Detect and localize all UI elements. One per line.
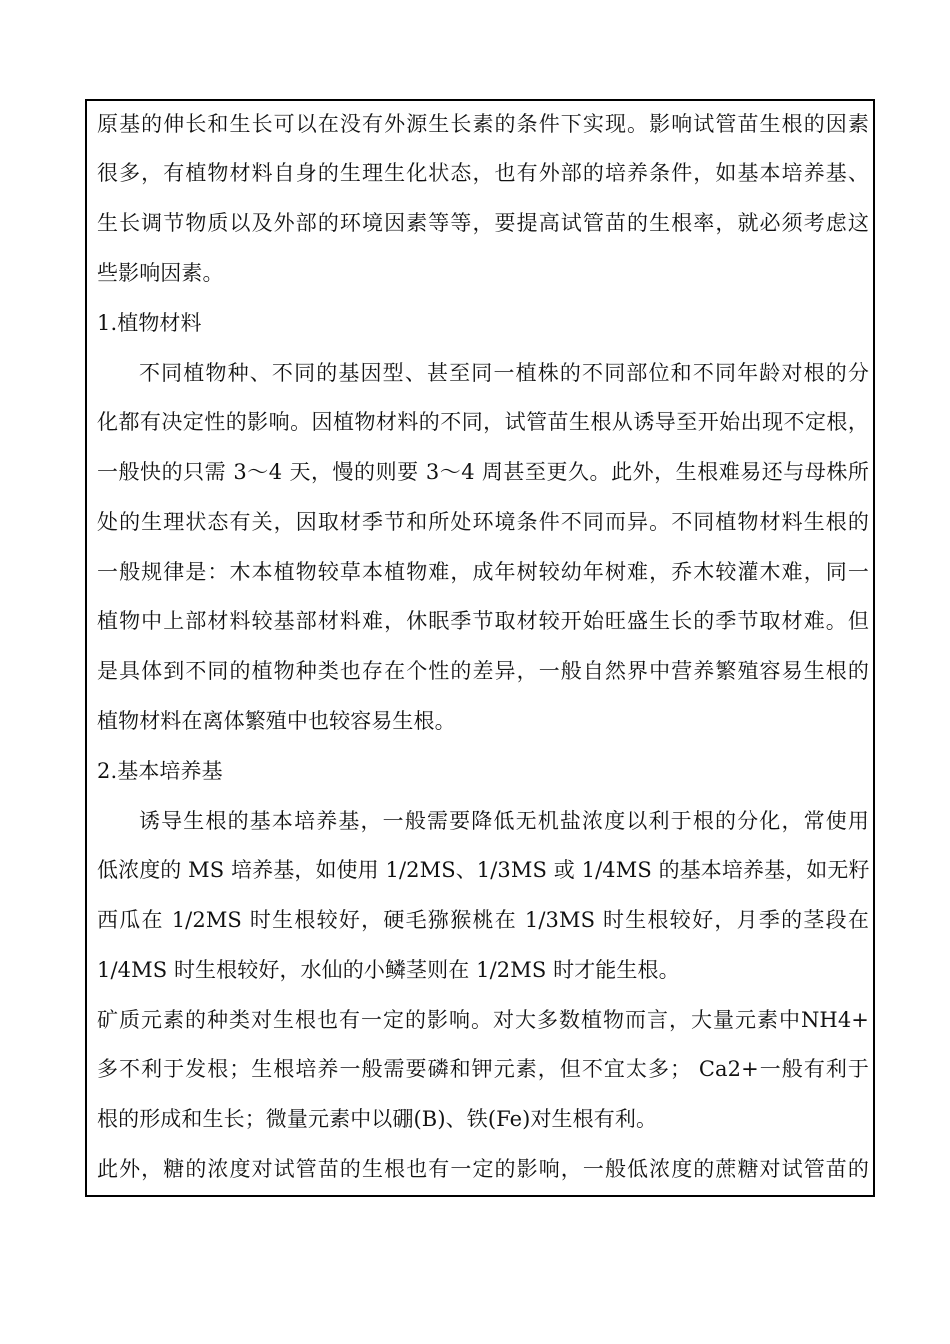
text-line: 是具体到不同的植物种类也存在个性的差异，一般自然界中营养繁殖容易生根的 [97,659,869,683]
text-line: 此外，糖的浓度对试管苗的生根也有一定的影响，一般低浓度的蔗糖对试管苗的 [97,1157,869,1181]
text-line: 处的生理状态有关，因取材季节和所处环境条件不同而异。不同植物材料生根的 [97,510,869,534]
text-line: 植物材料在离体繁殖中也较容易生根。 [97,709,456,733]
text-line: 低浓度的 MS 培养基，如使用 1/2MS、1/3MS 或 1/4MS 的基本培养基，如无籽 [97,858,870,882]
text-line: 些影响因素。 [97,261,224,285]
text-line: 诱导生根的基本培养基，一般需要降低无机盐浓度以利于根的分化，常使用 [139,809,869,833]
text-line: 不同植物种、不同的基因型、甚至同一植株的不同部位和不同年龄对根的分 [139,361,869,385]
text-line: 化都有决定性的影响。因植物材料的不同，试管苗生根从诱导至开始出现不定根， [97,410,869,434]
text-line: 根的形成和生长；微量元素中以硼(B)、铁(Fe)对生根有利。 [97,1107,658,1131]
text-line: 多不利于发根；生根培养一般需要磷和钾元素，但不宜太多； Ca2+一般有利于 [97,1057,869,1081]
text-line: 西瓜在 1/2MS 时生根较好，硬毛猕猴桃在 1/3MS 时生根较好，月季的茎段在 [97,908,869,932]
text-line: 原基的伸长和生长可以在没有外源生长素的条件下实现。影响试管苗生根的因素 [97,112,869,136]
text-line: 1/4MS 时生根较好，水仙的小鳞茎则在 1/2MS 时才能生根。 [97,958,680,982]
text-line: 植物中上部材料较基部材料难，休眠季节取材较开始旺盛生长的季节取材难。但 [97,609,869,633]
text-line: 生长调节物质以及外部的环境因素等等，要提高试管苗的生根率，就必须考虑这 [97,211,869,235]
text-line: 矿质元素的种类对生根也有一定的影响。对大多数植物而言，大量元素中NH4+ [97,1008,869,1032]
section-heading: 1.植物材料 [97,311,202,335]
bordered-text-box [85,99,875,1197]
text-line: 一般快的只需 3～4 天，慢的则要 3～4 周甚至更久。此外，生根难易还与母株所 [97,460,869,484]
section-heading: 2.基本培养基 [97,759,223,783]
text-line: 很多，有植物材料自身的生理生化状态，也有外部的培养条件，如基本培养基、 [97,161,869,185]
text-line: 一般规律是：木本植物较草本植物难，成年树较幼年树难，乔木较灌木难，同一 [97,560,869,584]
